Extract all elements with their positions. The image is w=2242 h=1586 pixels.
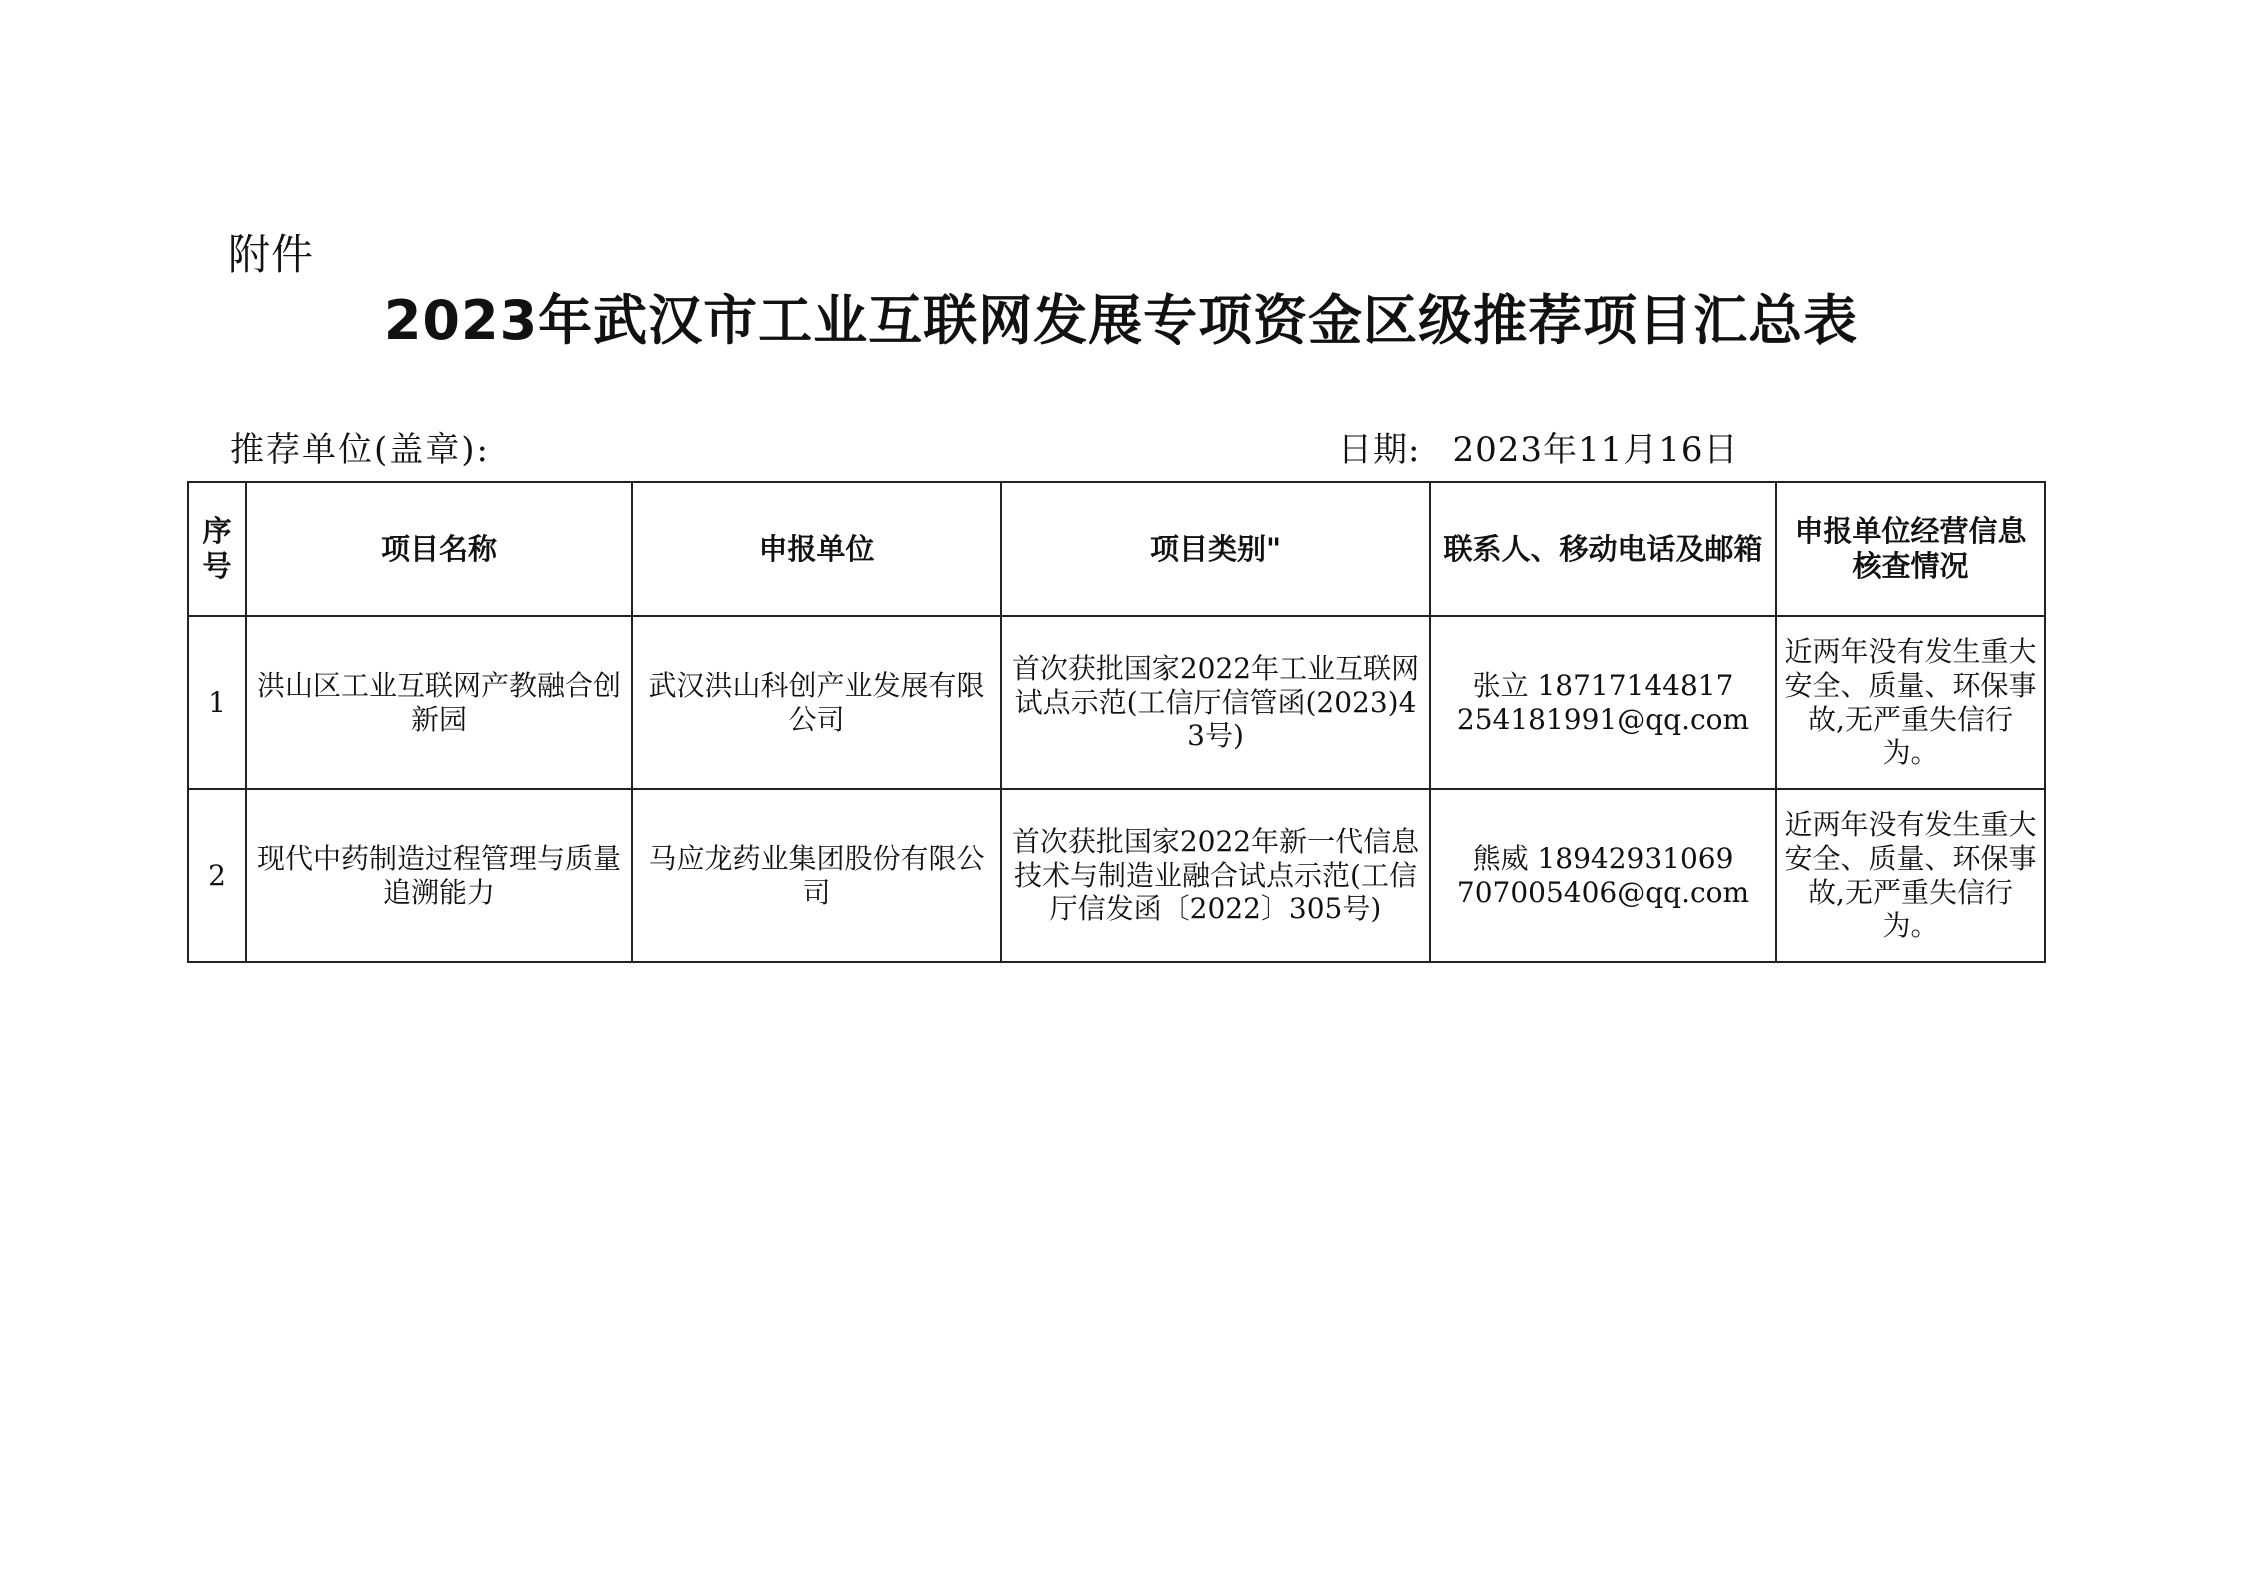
- header-seq: 序号: [188, 482, 246, 616]
- recommend-unit-label: 推荐单位(盖章):: [230, 430, 490, 470]
- cell-applicant: 武汉洪山科创产业发展有限公司: [632, 616, 1001, 789]
- header-status: 申报单位经营信息核查情况: [1776, 482, 2045, 616]
- cell-contact: [1430, 616, 1776, 789]
- cell-category: 首次获批国家2022年新一代信息技术与制造业融合试点示范(工信厅信发函〔2022〕305号): [1001, 789, 1430, 962]
- date-value: 2023年11月16日: [1452, 430, 1739, 470]
- cell-project-name: 现代中药制造过程管理与质量追溯能力: [246, 789, 632, 962]
- header-contact: 联系人、移动电话及邮箱: [1430, 482, 1776, 616]
- header-project-name: 项目名称: [246, 482, 632, 616]
- cell-seq: 2: [188, 789, 246, 962]
- header-applicant: 申报单位: [632, 482, 1001, 616]
- cell-applicant: 马应龙药业集团股份有限公司: [632, 789, 1001, 962]
- table-row: [188, 616, 2045, 789]
- header-category: 项目类别": [1001, 482, 1430, 616]
- contact-name-phone: 熊威 18942931069: [1472, 841, 1734, 875]
- document-title: 2023年武汉市工业互联网发展专项资金区级推荐项目汇总表: [383, 289, 1859, 352]
- cell-project-name: 洪山区工业互联网产教融合创新园: [246, 616, 632, 789]
- cell-seq: 1: [188, 616, 246, 789]
- project-summary-table: [187, 481, 2046, 963]
- attachment-label: 附件: [228, 230, 315, 279]
- table-header-row: [188, 482, 2045, 616]
- date-label: 日期:: [1338, 430, 1421, 470]
- table-row: [188, 789, 2045, 962]
- contact-email: 707005406@qq.com: [1456, 875, 1750, 909]
- contact-name-phone: 张立 18717144817: [1472, 668, 1734, 702]
- cell-status: 近两年没有发生重大安全、质量、环保事故,无严重失信行为。: [1776, 616, 2045, 789]
- cell-category: 首次获批国家2022年工业互联网试点示范(工信厅信管函(2023)43号): [1001, 616, 1430, 789]
- date-line: [1338, 422, 1739, 471]
- contact-email: 254181991@qq.com: [1456, 702, 1750, 736]
- cell-status: 近两年没有发生重大安全、质量、环保事故,无严重失信行为。: [1776, 789, 2045, 962]
- cell-contact: [1430, 789, 1776, 962]
